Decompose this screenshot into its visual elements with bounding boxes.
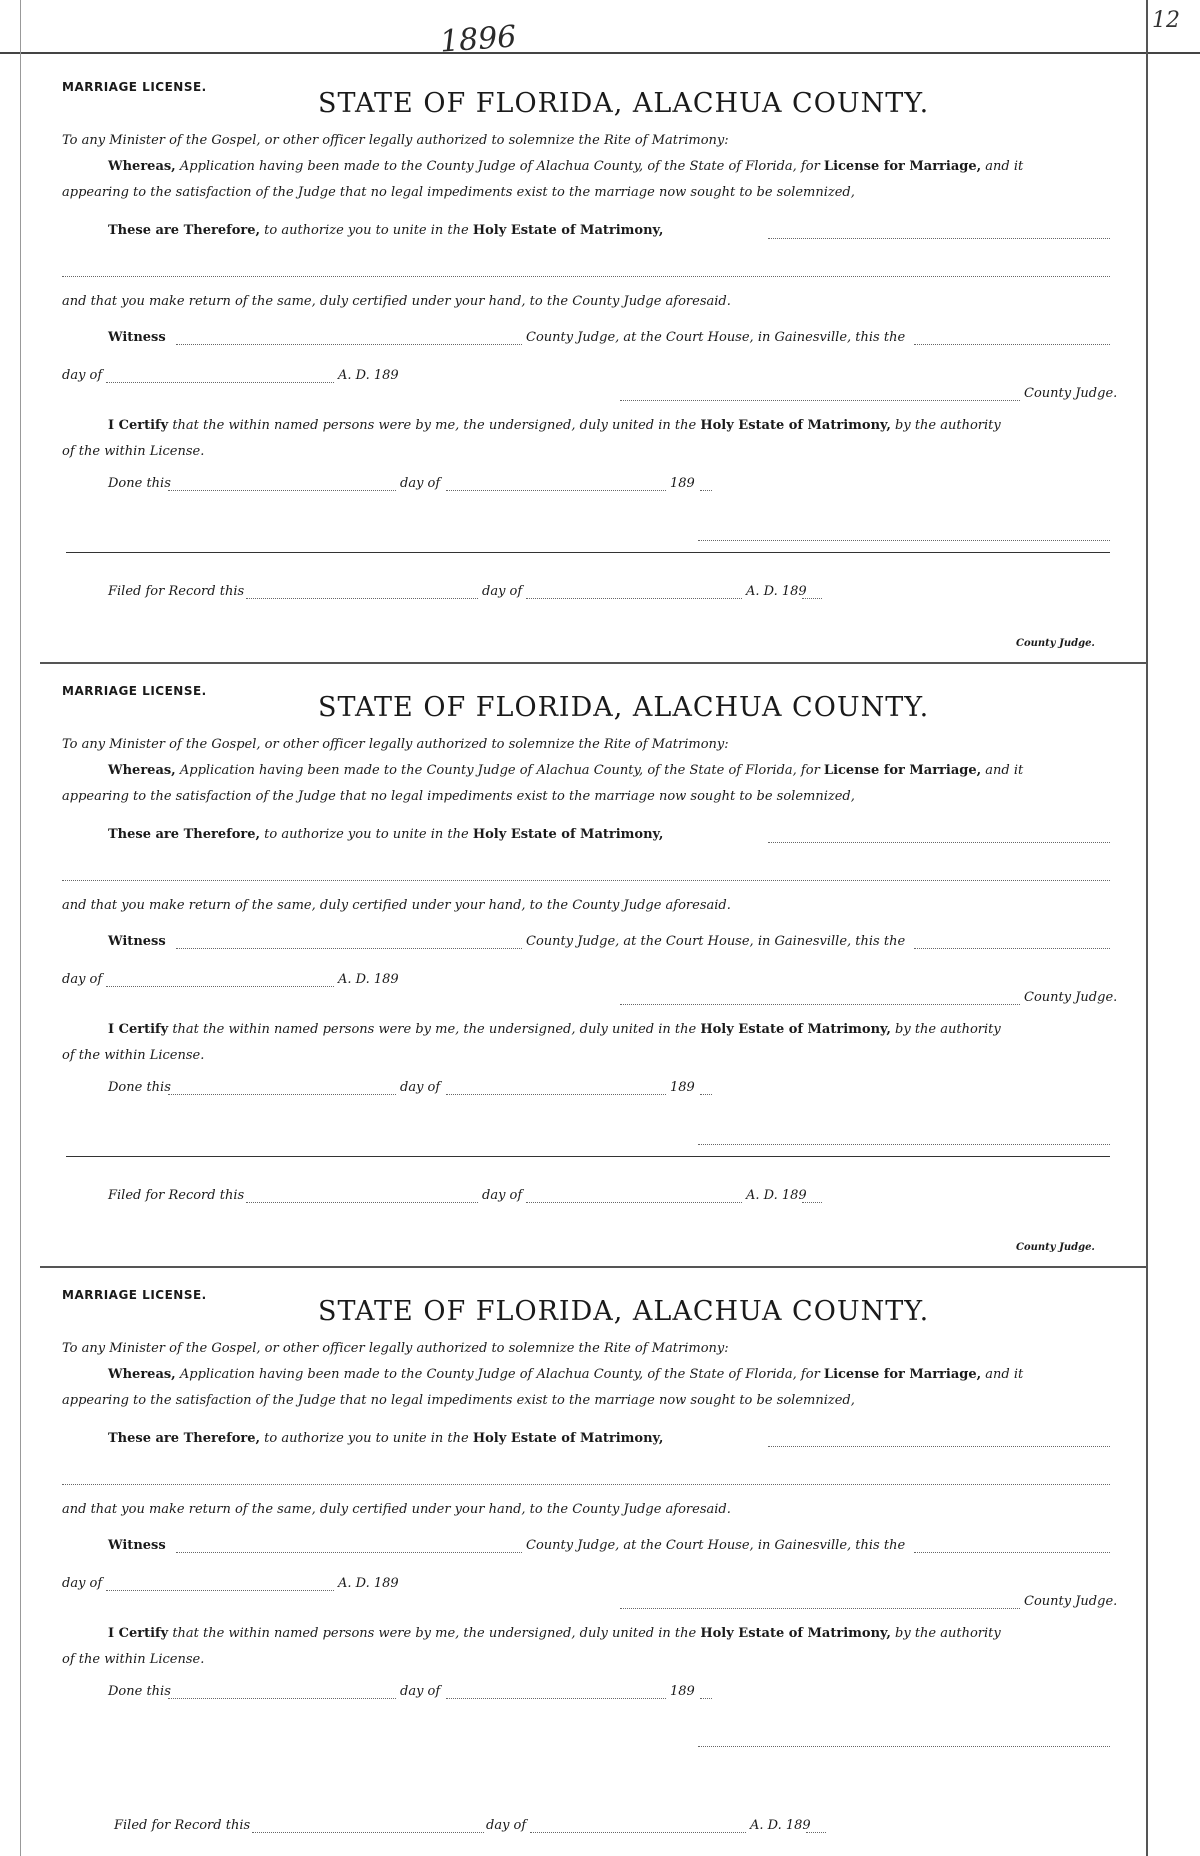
judge-signature-blank bbox=[620, 400, 1020, 401]
witness-text: County Judge, at the Court House, in Gainesville, this the bbox=[526, 934, 906, 949]
return-line: and that you make return of the same, duly certified under your hand, to the County Judge aforesaid. bbox=[62, 1502, 731, 1517]
appearing-line: appearing to the satisfaction of the Judge that no legal impediments exist to the marriage now sought to be solemnized, bbox=[62, 1393, 855, 1408]
ad-label: A. D. 189 bbox=[338, 972, 399, 987]
done-this-label: Done this bbox=[108, 1684, 171, 1699]
filed-year-blank bbox=[802, 598, 822, 599]
filed-day-of-label: day of bbox=[482, 584, 523, 599]
filed-label: Filed for Record this bbox=[108, 1188, 245, 1203]
county-judge-label: County Judge. bbox=[1024, 990, 1118, 1005]
filed-month-blank bbox=[526, 1202, 742, 1203]
witness-label: Witness bbox=[108, 1538, 166, 1553]
done-day-of-label: day of bbox=[400, 1080, 441, 1095]
filed-ad-label: A. D. 189 bbox=[746, 584, 807, 599]
county-judge-small: County Judge. bbox=[1016, 638, 1095, 649]
whereas-line: Whereas, Application having been made to the County Judge of Alachua County, of the State of Florida, for License for Marriage, and it bbox=[108, 763, 1024, 778]
license-label: MARRIAGE LICENSE. bbox=[62, 80, 207, 94]
day-of-label: day of bbox=[62, 1576, 103, 1591]
ad-label: A. D. 189 bbox=[338, 368, 399, 383]
license-ref-line: of the within License. bbox=[62, 1048, 205, 1063]
done-this-label: Done this bbox=[108, 1080, 171, 1095]
done-day-of-label: day of bbox=[400, 476, 441, 491]
done-year-blank bbox=[700, 1698, 712, 1699]
day-blank bbox=[106, 382, 334, 383]
done-day-blank bbox=[168, 1094, 396, 1095]
whereas-line: Whereas, Application having been made to the County Judge of Alachua County, of the State of Florida, for License for Marriage, and it bbox=[108, 159, 1024, 174]
witness-label: Witness bbox=[108, 934, 166, 949]
header-rule bbox=[0, 52, 1200, 54]
filed-day-of-label: day of bbox=[486, 1818, 527, 1833]
witness-text: County Judge, at the Court House, in Gainesville, this the bbox=[526, 330, 906, 345]
license-ref-line: of the within License. bbox=[62, 444, 205, 459]
filed-month-blank bbox=[530, 1832, 746, 1833]
therefore-line: These are Therefore, to authorize you to unite in the Holy Estate of Matrimony, bbox=[108, 223, 664, 238]
filed-day-blank bbox=[246, 598, 478, 599]
done-year-blank bbox=[700, 1094, 712, 1095]
done-year-label: 189 bbox=[670, 476, 695, 491]
filed-day-of-label: day of bbox=[482, 1188, 523, 1203]
certify-line: I Certify that the within named persons were by me, the undersigned, duly united in the Holy Estate of Matrimony, by the authority bbox=[108, 418, 1001, 433]
day-of-label: day of bbox=[62, 368, 103, 383]
filed-day-blank bbox=[246, 1202, 478, 1203]
officiant-signature-blank bbox=[698, 1144, 1110, 1145]
judge-signature-blank bbox=[620, 1608, 1020, 1609]
license-label: MARRIAGE LICENSE. bbox=[62, 1288, 207, 1302]
witness-label: Witness bbox=[108, 330, 166, 345]
date-blank bbox=[914, 1552, 1110, 1553]
date-blank bbox=[914, 344, 1110, 345]
witness-blank bbox=[176, 948, 522, 949]
form-title: STATE OF FLORIDA, ALACHUA COUNTY. bbox=[318, 1296, 930, 1327]
filed-month-blank bbox=[526, 598, 742, 599]
therefore-line: These are Therefore, to authorize you to unite in the Holy Estate of Matrimony, bbox=[108, 1431, 664, 1446]
names-blank bbox=[768, 1446, 1110, 1447]
day-blank bbox=[106, 986, 334, 987]
judge-signature-blank bbox=[620, 1004, 1020, 1005]
filed-day-blank bbox=[252, 1832, 484, 1833]
filed-label: Filed for Record this bbox=[108, 584, 245, 599]
done-year-label: 189 bbox=[670, 1080, 695, 1095]
done-month-blank bbox=[446, 490, 666, 491]
section-rule bbox=[40, 662, 1148, 664]
names-blank bbox=[768, 842, 1110, 843]
certify-line: I Certify that the within named persons were by me, the undersigned, duly united in the Holy Estate of Matrimony, by the authority bbox=[108, 1626, 1001, 1641]
witness-text: County Judge, at the Court House, in Gainesville, this the bbox=[526, 1538, 906, 1553]
officiant-signature-blank bbox=[698, 540, 1110, 541]
county-judge-small: County Judge. bbox=[1016, 1242, 1095, 1253]
return-line: and that you make return of the same, duly certified under your hand, to the County Judge aforesaid. bbox=[62, 294, 731, 309]
section-rule bbox=[40, 1266, 1148, 1268]
page-number: 12 bbox=[1152, 8, 1180, 33]
names-blank-2 bbox=[62, 276, 1110, 277]
day-blank bbox=[106, 1590, 334, 1591]
license-form-2 bbox=[0, 662, 1200, 1262]
filed-year-blank bbox=[802, 1202, 822, 1203]
divider-line bbox=[66, 1156, 1110, 1157]
day-of-label: day of bbox=[62, 972, 103, 987]
witness-blank bbox=[176, 344, 522, 345]
appearing-line: appearing to the satisfaction of the Judge that no legal impediments exist to the marriage now sought to be solemnized, bbox=[62, 789, 855, 804]
date-blank bbox=[914, 948, 1110, 949]
done-month-blank bbox=[446, 1698, 666, 1699]
to-minister-line: To any Minister of the Gospel, or other officer legally authorized to solemnize the Rite of Matrimony: bbox=[62, 1341, 729, 1356]
license-form-3 bbox=[0, 1266, 1200, 1856]
officiant-signature-blank bbox=[698, 1746, 1110, 1747]
done-year-blank bbox=[700, 490, 712, 491]
license-label: MARRIAGE LICENSE. bbox=[62, 684, 207, 698]
county-judge-label: County Judge. bbox=[1024, 386, 1118, 401]
names-blank bbox=[768, 238, 1110, 239]
certify-line: I Certify that the within named persons were by me, the undersigned, duly united in the Holy Estate of Matrimony, by the authority bbox=[108, 1022, 1001, 1037]
filed-ad-label: A. D. 189 bbox=[746, 1188, 807, 1203]
license-form-1 bbox=[0, 58, 1200, 658]
done-this-label: Done this bbox=[108, 476, 171, 491]
license-ref-line: of the within License. bbox=[62, 1652, 205, 1667]
names-blank-2 bbox=[62, 880, 1110, 881]
done-day-blank bbox=[168, 490, 396, 491]
filed-year-blank bbox=[806, 1832, 826, 1833]
ledger-year: 1896 bbox=[438, 19, 518, 60]
form-title: STATE OF FLORIDA, ALACHUA COUNTY. bbox=[318, 692, 930, 723]
done-day-blank bbox=[168, 1698, 396, 1699]
done-year-label: 189 bbox=[670, 1684, 695, 1699]
appearing-line: appearing to the satisfaction of the Judge that no legal impediments exist to the marriage now sought to be solemnized, bbox=[62, 185, 855, 200]
to-minister-line: To any Minister of the Gospel, or other officer legally authorized to solemnize the Rite of Matrimony: bbox=[62, 133, 729, 148]
witness-blank bbox=[176, 1552, 522, 1553]
divider-line bbox=[66, 552, 1110, 553]
done-month-blank bbox=[446, 1094, 666, 1095]
ad-label: A. D. 189 bbox=[338, 1576, 399, 1591]
filed-ad-label: A. D. 189 bbox=[750, 1818, 811, 1833]
return-line: and that you make return of the same, duly certified under your hand, to the County Judge aforesaid. bbox=[62, 898, 731, 913]
whereas-line: Whereas, Application having been made to the County Judge of Alachua County, of the State of Florida, for License for Marriage, and it bbox=[108, 1367, 1024, 1382]
county-judge-label: County Judge. bbox=[1024, 1594, 1118, 1609]
to-minister-line: To any Minister of the Gospel, or other officer legally authorized to solemnize the Rite of Matrimony: bbox=[62, 737, 729, 752]
therefore-line: These are Therefore, to authorize you to unite in the Holy Estate of Matrimony, bbox=[108, 827, 664, 842]
form-title: STATE OF FLORIDA, ALACHUA COUNTY. bbox=[318, 88, 930, 119]
done-day-of-label: day of bbox=[400, 1684, 441, 1699]
names-blank-2 bbox=[62, 1484, 1110, 1485]
filed-label: Filed for Record this bbox=[114, 1818, 251, 1833]
